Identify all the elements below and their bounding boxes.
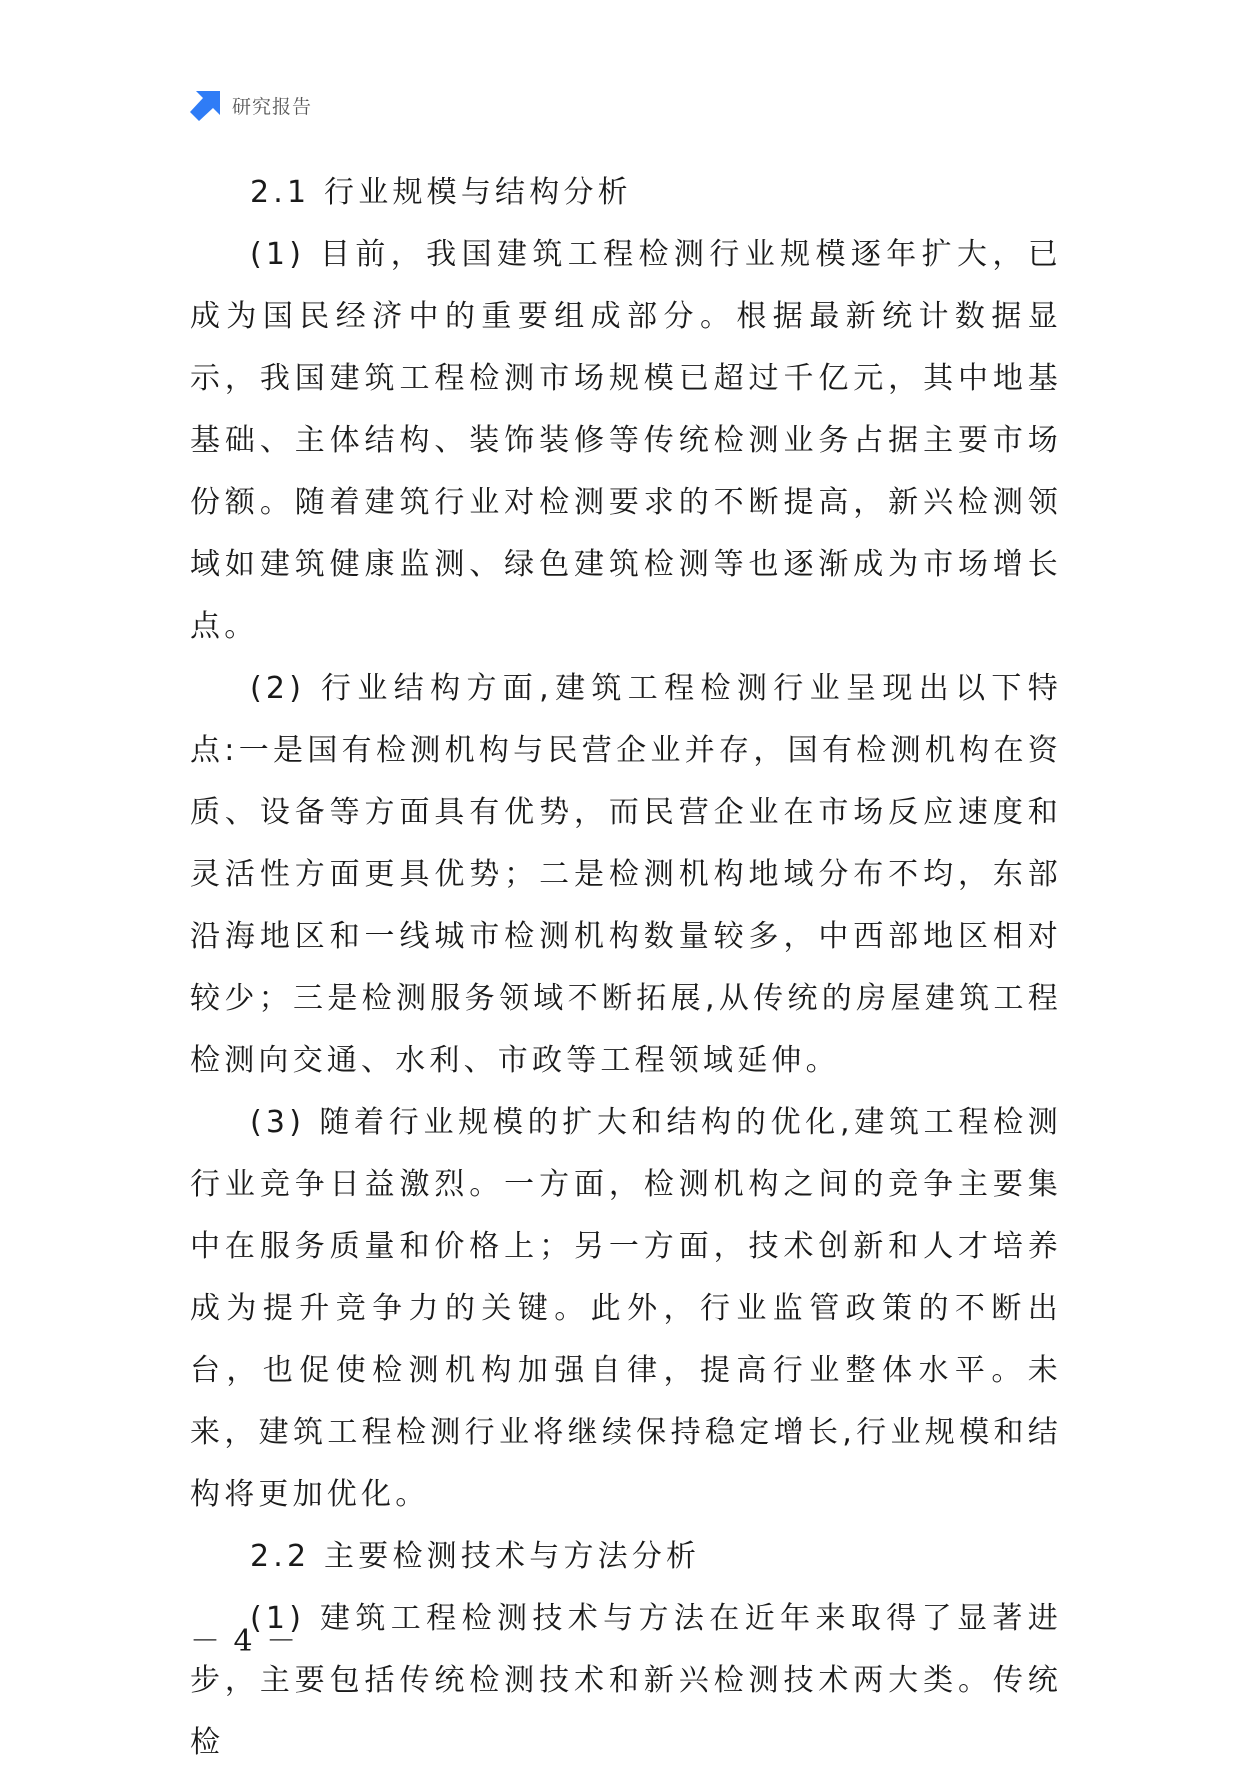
section-heading: 2.1 行业规模与结构分析 xyxy=(250,175,632,210)
document-body xyxy=(190,162,1062,1774)
paragraph: (1) 建筑工程检测技术与方法在近年来取得了显著进步，主要包括传统检测技术和新兴检测技术两大类。传统检 xyxy=(190,1601,1062,1760)
report-header xyxy=(190,88,312,122)
paragraph: (3) 随着行业规模的扩大和结构的优化,建筑工程检测行业竞争日益激烈。一方面，检测机构之间的竞争主要集中在服务质量和价格上；另一方面，技术创新和人才培养成为提升竞争力的关键。此外，行业监管政策的不断出台，也促使检测机构加强自律，提高行业整体水平。未来，建筑工程检测行业将继续保持稳定增长,行业规模和结构将更加优化。 xyxy=(190,1105,1062,1512)
paragraph: (2) 行业结构方面,建筑工程检测行业呈现出以下特点:一是国有检测机构与民营企业并存，国有检测机构在资质、设备等方面具有优势，而民营企业在市场反应速度和灵活性方面更具优势；二是检测机构地域分布不均，东部沿海地区和一线城市检测机构数量较多，中西部地区相对较少；三是检测服务领域不断拓展,从传统的房屋建筑工程检测向交通、水利、市政等工程领域延伸。 xyxy=(190,671,1062,1078)
paragraph: (1) 目前，我国建筑工程检测行业规模逐年扩大，已成为国民经济中的重要组成部分。根据最新统计数据显示，我国建筑工程检测市场规模已超过千亿元，其中地基基础、主体结构、装饰装修等传统检测业务占据主要市场份额。随着建筑行业对检测要求的不断提高，新兴检测领域如建筑健康监测、绿色建筑检测等也逐渐成为市场增长点。 xyxy=(190,237,1062,644)
arrow-up-right-icon xyxy=(190,89,222,121)
header-label: 研究报告 xyxy=(232,95,313,118)
page-number: － 4 － xyxy=(190,1624,299,1659)
section-heading: 2.2 主要检测技术与方法分析 xyxy=(250,1539,701,1574)
